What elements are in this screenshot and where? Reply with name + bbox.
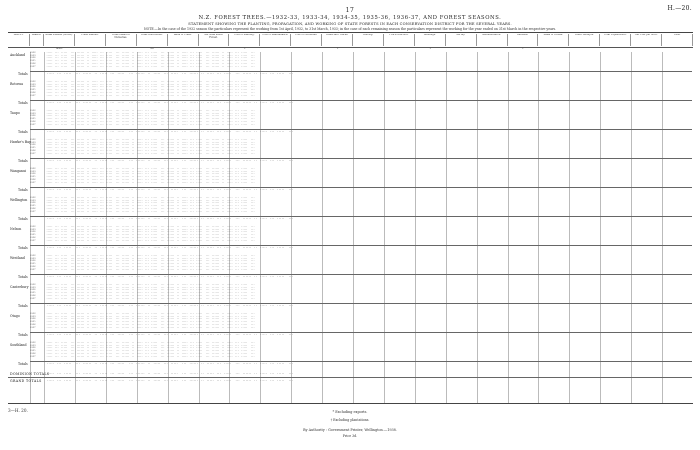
column-header: Administration. [477,34,508,46]
column-unit: No. [150,47,155,50]
season-year: 1936 [30,351,36,355]
season-year: 1937 [30,325,36,329]
printer-imprint: By Authority : Government Printer, Wellington.—1938. [303,428,397,432]
season-year: 1935 [30,175,36,179]
district-name: Wellington [10,198,28,202]
season-years [30,342,42,358]
season-year: 1937 [30,93,36,97]
season-year: 1933 [30,169,36,173]
district-figures: ····· ··· ····· ··· ······ ·· ····· ··· ····· ··· ······ ·· ····· ··· ····· ··· ······ ·· ····· ··· ····· ··· ······ ·· ····· ··· ····· ··· ····· ··· ····· ··· ······ ·· ····· ··· ····· ··· ······ ·· ····· ··· ····· ··· ······ ·· ····· ··· ····· ··· ······ ·· ····· ··· ····· ··· ····· ··· ····· ··· ······ ·· ····· ··· ····· ··· ······ ·· ····· ··· ····· ··· ······ ·· ····· ··· ····· ··· ······ ·· ····· ··· ····· ··· ····· ··· ····· ··· ······ ·· ····· ··· ····· ··· ······ ·· ····· ··· ····· ··· ······ ·· ····· ··· ····· ··· ······ ·· ····· ··· ····· ··· ····· ··· ····· ··· ······ ·· ····· ··· ····· ··· ······ ·· ····· ··· ····· ··· ······ ·· ····· ··· ····· ··· ······ ·· ····· ··· ····· ··· ····· ··· ····· ··· ······ ·· ····· ··· ····· ··· ······ ·· ····· ··· ····· ··· ······ ·· ····· ··· ····· ··· ······ ·· ····· ··· ····· ··· [46,342,255,358]
district-totals-label: Totals [18,159,28,163]
page-number: 17 [345,7,355,14]
season-year: 1937 [30,354,36,358]
column-header: Season. [30,34,44,46]
column-header: District. [8,34,30,46]
column-header: Survey. [446,34,477,46]
season-year: 1937 [30,122,36,126]
grand-totals-figures: ····· ··· ····· ··· ······ ·· ····· ··· ····· ··· ······ ·· ····· ··· ····· ··· ······ ·· ····· ··· ····· ··· ······ ·· ····· ··· ····· ··· [44,379,296,382]
district-totals-figures: ····· ··· ····· ··· ······ ·· ····· ··· ····· ··· ······ ·· ····· ··· ····· ··· ······ ·· ····· ··· ····· ··· ······ ·· ····· ··· ····· ··· [44,159,296,162]
season-year: 1933 [30,111,36,115]
district-name: Auckland [10,53,26,57]
season-year: 1932 [30,341,36,344]
season-year: 1934 [30,143,36,147]
district-totals-label: Totals [18,333,28,337]
district-totals-figures: ····· ··· ····· ··· ······ ·· ····· ··· ····· ··· ······ ·· ····· ··· ····· ··· ······ ·· ····· ··· ····· ··· ······ ·· ····· ··· ····· ··· [44,101,296,104]
district-totals-figures: ····· ··· ····· ··· ······ ·· ····· ··· ····· ··· ······ ·· ····· ··· ····· ··· ······ ·· ····· ··· ····· ··· ······ ·· ····· ··· ····· ··· [44,362,296,365]
district-figures: ····· ··· ····· ··· ······ ·· ····· ··· ····· ··· ······ ·· ····· ··· ····· ··· ······ ·· ····· ··· ····· ··· ······ ·· ····· ··· ····· ··· ····· ··· ····· ··· ······ ·· ····· ··· ····· ··· ······ ·· ····· ··· ····· ··· ······ ·· ····· ··· ····· ··· ······ ·· ····· ··· ····· ··· ····· ··· ····· ··· ······ ·· ····· ··· ····· ··· ······ ·· ····· ··· ····· ··· ······ ·· ····· ··· ····· ··· ······ ·· ····· ··· ····· ··· ····· ··· ····· ··· ······ ·· ····· ··· ····· ··· ······ ·· ····· ··· ····· ··· ······ ·· ····· ··· ····· ··· ······ ·· ····· ··· ····· ··· ····· ··· ····· ··· ······ ·· ····· ··· ····· ··· ······ ·· ····· ··· ····· ··· ······ ·· ····· ··· ····· ··· ······ ·· ····· ··· ····· ··· ····· ··· ····· ··· ······ ·· ····· ··· ····· ··· ······ ·· ····· ··· ····· ··· ······ ·· ····· ··· ····· ··· ······ ·· ····· ··· ····· ··· [46,110,255,126]
season-year: 1933 [30,227,36,231]
season-year: 1933 [30,314,36,318]
document-subtitle: STATEMENT SHOWING THE PLANTING, PROPAGATION, AND WORKING OF STATE FORESTS IN EACH CONSERVATION DISTRICT FOR THE SEVERAL YEARS. [188,22,512,26]
season-years [30,284,42,300]
season-year: 1936 [30,148,36,152]
season-year: 1935 [30,146,36,150]
district-name: Canterbury [10,285,29,289]
column-header: Trees Planted. [75,34,106,46]
season-year: 1933 [30,53,36,57]
season-years [30,139,42,155]
season-year: 1937 [30,238,36,242]
column-header: Total. [662,34,693,46]
column-header: Fire Protection. [384,34,415,46]
season-years [30,110,42,126]
season-year: 1937 [30,151,36,155]
district-totals-label: Totals [18,246,28,250]
season-years [30,226,42,242]
column-header: Cost of Maintenance. [260,34,291,46]
document-note: NOTE.—In the case of the 1932 season the particulars represent the working from 1st April, 1932, to 31st March, 1933; in the case of each remaining season the particulars represent the working for the year ended on 31st March in the respective years. [143,27,557,31]
column-unit: £ [244,47,246,50]
price-note: Price 3d. [342,434,358,438]
district-figures: ····· ··· ····· ··· ······ ·· ····· ··· ····· ··· ······ ·· ····· ··· ····· ··· ······ ·· ····· ··· ····· ··· ······ ·· ····· ··· ····· ··· ····· ··· ····· ··· ······ ·· ····· ··· ····· ··· ······ ·· ····· ··· ····· ··· ······ ·· ····· ··· ····· ··· ······ ·· ····· ··· ····· ··· ····· ··· ····· ··· ······ ·· ····· ··· ····· ··· ······ ·· ····· ··· ····· ··· ······ ·· ····· ··· ····· ··· ······ ·· ····· ··· ····· ··· ····· ··· ····· ··· ······ ·· ····· ··· ····· ··· ······ ·· ····· ··· ····· ··· ······ ·· ····· ··· ····· ··· ······ ·· ····· ··· ····· ··· ····· ··· ····· ··· ······ ·· ····· ··· ····· ··· ······ ·· ····· ··· ····· ··· ······ ·· ····· ··· ····· ··· ······ ·· ····· ··· ····· ··· ····· ··· ····· ··· ······ ·· ····· ··· ····· ··· ······ ·· ····· ··· ····· ··· ······ ·· ····· ··· ····· ··· ······ ·· ····· ··· ····· ··· [46,284,255,300]
district-totals-figures: ····· ··· ····· ··· ······ ·· ····· ··· ····· ··· ······ ·· ····· ··· ····· ··· ······ ·· ····· ··· ····· ··· ······ ·· ····· ··· ····· ··· [44,72,296,75]
column-header: Buildings. [415,34,446,46]
district-figures: ····· ··· ····· ··· ······ ·· ····· ··· ····· ··· ······ ·· ····· ··· ····· ··· ······ ·· ····· ··· ····· ··· ······ ·· ····· ··· ····· ··· ····· ··· ····· ··· ······ ·· ····· ··· ····· ··· ······ ·· ····· ··· ····· ··· ······ ·· ····· ··· ····· ··· ······ ·· ····· ··· ····· ··· ····· ··· ····· ··· ······ ·· ····· ··· ····· ··· ······ ·· ····· ··· ····· ··· ······ ·· ····· ··· ····· ··· ······ ·· ····· ··· ····· ··· ····· ··· ····· ··· ······ ·· ····· ··· ····· ··· ······ ·· ····· ··· ····· ··· ······ ·· ····· ··· ····· ··· ······ ·· ····· ··· ····· ··· ····· ··· ····· ··· ······ ·· ····· ··· ····· ··· ······ ·· ····· ··· ····· ··· ······ ·· ····· ··· ····· ··· ······ ·· ····· ··· ····· ··· ····· ··· ····· ··· ······ ·· ····· ··· ····· ··· ······ ·· ····· ··· ····· ··· ······ ·· ····· ··· ····· ··· ······ ·· ····· ··· ····· ··· [46,226,255,242]
column-header: Cost of Planting. [229,34,260,46]
season-year: 1937 [30,180,36,184]
district-name: Westland [10,256,25,260]
season-year: 1936 [30,61,36,65]
column-header: Trees raised in Nurseries. [106,34,137,46]
district-totals-figures: ····· ··· ····· ··· ······ ·· ····· ··· ····· ··· ······ ·· ····· ··· ····· ··· ······ ·· ····· ··· ····· ··· ······ ·· ····· ··· ····· ··· [44,333,296,336]
season-year: 1933 [30,285,36,289]
column-unit: Acres. [55,47,63,50]
district-totals-label: Totals [18,362,28,366]
season-year: 1935 [30,117,36,121]
season-year: 1934 [30,85,36,89]
statistics-table [8,32,693,404]
column-header: Sales of Timber. [538,34,569,46]
district-figures: ····· ··· ····· ··· ······ ·· ····· ··· ····· ··· ······ ·· ····· ··· ····· ··· ······ ·· ····· ··· ····· ··· ······ ·· ····· ··· ····· ··· ····· ··· ····· ··· ······ ·· ····· ··· ····· ··· ······ ·· ····· ··· ····· ··· ······ ·· ····· ··· ····· ··· ······ ·· ····· ··· ····· ··· ····· ··· ····· ··· ······ ·· ····· ··· ····· ··· ······ ·· ····· ··· ····· ··· ······ ·· ····· ··· ····· ··· ······ ·· ····· ··· ····· ··· ····· ··· ····· ··· ······ ·· ····· ··· ····· ··· ······ ·· ····· ··· ····· ··· ······ ·· ····· ··· ····· ··· ······ ·· ····· ··· ····· ··· ····· ··· ····· ··· ······ ·· ····· ··· ····· ··· ······ ·· ····· ··· ····· ··· ······ ·· ····· ··· ····· ··· ······ ·· ····· ··· ····· ··· ····· ··· ····· ··· ······ ·· ····· ··· ····· ··· ······ ·· ····· ··· ····· ··· ······ ·· ····· ··· ····· ··· ······ ·· ····· ··· ····· ··· [46,255,255,271]
season-year: 1936 [30,119,36,123]
season-year: 1935 [30,262,36,266]
footnote: * Excluding exports. [332,410,368,414]
season-year: 1936 [30,206,36,210]
season-years [30,197,42,213]
season-year: 1935 [30,204,36,208]
table-header [8,33,693,48]
column-header: Net Cost per Acre. [631,34,662,46]
season-year: 1936 [30,235,36,239]
district-totals-figures: ····· ··· ····· ··· ······ ·· ····· ··· ····· ··· ······ ·· ····· ··· ····· ··· ······ ·· ····· ··· ····· ··· ······ ·· ····· ··· ····· ··· [44,275,296,278]
season-year: 1935 [30,88,36,92]
season-year: 1937 [30,296,36,300]
column-header: Other Receipts. [569,34,600,46]
dominion-totals-label: DOMINION TOTALS [10,372,50,376]
column-unit: £ [522,47,524,50]
season-year: 1935 [30,59,36,63]
season-year: 1932 [30,80,36,83]
season-year: 1936 [30,322,36,326]
column-unit: £ [336,47,339,50]
season-year: 1932 [30,138,36,141]
column-header: Net Area under Forest. [199,34,230,46]
dominion-totals-figures: ····· ··· ····· ··· ······ ·· ····· ··· ····· ··· ······ ·· ····· ··· ····· ··· ······ ·· ····· ··· ····· ··· ······ ·· ····· ··· ····· ··· [44,372,296,375]
district-totals-label: Totals [18,130,28,134]
season-year: 1935 [30,291,36,295]
table-body [8,52,693,403]
season-year: 1935 [30,320,36,324]
season-year: 1932 [30,254,36,257]
district-name: Southland [10,343,27,347]
season-year: 1933 [30,343,36,347]
season-year: 1934 [30,201,36,205]
season-year: 1932 [30,167,36,170]
season-year: 1934 [30,259,36,263]
district-totals-label: Totals [18,72,28,76]
column-header: Revenue. [508,34,539,46]
season-year: 1937 [30,64,36,68]
district-totals-figures: ····· ··· ····· ··· ······ ·· ····· ··· ····· ··· ······ ·· ····· ··· ····· ··· ······ ·· ····· ··· ····· ··· ······ ·· ····· ··· ····· ··· [44,217,296,220]
season-year: 1932 [30,109,36,112]
season-year: 1932 [30,196,36,199]
season-years [30,313,42,329]
district-figures: ····· ··· ····· ··· ······ ·· ····· ··· ····· ··· ······ ·· ····· ··· ····· ··· ······ ·· ····· ··· ····· ··· ······ ·· ····· ··· ····· ··· ····· ··· ····· ··· ······ ·· ····· ··· ····· ··· ······ ·· ····· ··· ····· ··· ······ ·· ····· ··· ····· ··· ······ ·· ····· ··· ····· ··· ····· ··· ····· ··· ······ ·· ····· ··· ····· ··· ······ ·· ····· ··· ····· ··· ······ ·· ····· ··· ····· ··· ······ ·· ····· ··· ····· ··· ····· ··· ····· ··· ······ ·· ····· ··· ····· ··· ······ ·· ····· ··· ····· ··· ······ ·· ····· ··· ····· ··· ······ ·· ····· ··· ····· ··· ····· ··· ····· ··· ······ ·· ····· ··· ····· ··· ······ ·· ····· ··· ····· ··· ······ ·· ····· ··· ····· ··· ······ ·· ····· ··· ····· ··· ····· ··· ····· ··· ······ ·· ····· ··· ····· ··· ······ ·· ····· ··· ····· ··· ······ ·· ····· ··· ····· ··· ······ ·· ····· ··· ····· ··· [46,52,255,68]
footnote-secondary: † Excluding plantations. [330,418,370,422]
season-year: 1937 [30,209,36,213]
season-year: 1935 [30,349,36,353]
district-name: Nelson [10,227,22,231]
district-totals-figures: ····· ··· ····· ··· ······ ·· ····· ··· ····· ··· ······ ·· ····· ··· ····· ··· ······ ·· ····· ··· ····· ··· ······ ·· ····· ··· ····· ··· [44,304,296,307]
district-totals-figures: ····· ··· ····· ··· ······ ·· ····· ··· ····· ··· ······ ·· ····· ··· ····· ··· ······ ·· ····· ··· ····· ··· ······ ·· ····· ··· ····· ··· [44,246,296,249]
district-totals-label: Totals [18,304,28,308]
district-totals-figures: ····· ··· ····· ··· ······ ·· ····· ··· ····· ··· ······ ·· ····· ··· ····· ··· ······ ·· ····· ··· ····· ··· ······ ·· ····· ··· ····· ··· [44,188,296,191]
season-year: 1934 [30,114,36,118]
season-year: 1932 [30,312,36,315]
district-figures: ····· ··· ····· ··· ······ ·· ····· ··· ····· ··· ······ ·· ····· ··· ····· ··· ······ ·· ····· ··· ····· ··· ······ ·· ····· ··· ····· ··· ····· ··· ····· ··· ······ ·· ····· ··· ····· ··· ······ ·· ····· ··· ····· ··· ······ ·· ····· ··· ····· ··· ······ ·· ····· ··· ····· ··· ····· ··· ····· ··· ······ ·· ····· ··· ····· ··· ······ ·· ····· ··· ····· ··· ······ ·· ····· ··· ····· ··· ······ ·· ····· ··· ····· ··· ····· ··· ····· ··· ······ ·· ····· ··· ····· ··· ······ ·· ····· ··· ····· ··· ······ ·· ····· ··· ····· ··· ······ ·· ····· ··· ····· ··· ····· ··· ····· ··· ······ ·· ····· ··· ····· ··· ······ ·· ····· ··· ····· ··· ······ ·· ····· ··· ····· ··· ······ ·· ····· ··· ····· ··· ····· ··· ····· ··· ······ ·· ····· ··· ····· ··· ······ ·· ····· ··· ····· ··· ······ ·· ····· ··· ····· ··· ······ ·· ····· ··· ····· ··· [46,81,255,97]
season-year: 1932 [30,51,36,54]
district-name: Wanganui [10,169,27,173]
page-reference: H.—20. [667,5,692,12]
district-totals-label: Totals [18,188,28,192]
district-figures: ····· ··· ····· ··· ······ ·· ····· ··· ····· ··· ······ ·· ····· ··· ····· ··· ······ ·· ····· ··· ····· ··· ······ ·· ····· ··· ····· ··· ····· ··· ····· ··· ······ ·· ····· ··· ····· ··· ······ ·· ····· ··· ····· ··· ······ ·· ····· ··· ····· ··· ······ ·· ····· ··· ····· ··· ····· ··· ····· ··· ······ ·· ····· ··· ····· ··· ······ ·· ····· ··· ····· ··· ······ ·· ····· ··· ····· ··· ······ ·· ····· ··· ····· ··· ····· ··· ····· ··· ······ ·· ····· ··· ····· ··· ······ ·· ····· ··· ····· ··· ······ ·· ····· ··· ····· ··· ······ ·· ····· ··· ····· ··· ····· ··· ····· ··· ······ ·· ····· ··· ····· ··· ······ ·· ····· ··· ····· ··· ······ ·· ····· ··· ····· ··· ······ ·· ····· ··· ····· ··· ····· ··· ····· ··· ······ ·· ····· ··· ····· ··· ······ ·· ····· ··· ····· ··· ······ ·· ····· ··· ····· ··· ······ ·· ····· ··· ····· ··· [46,313,255,329]
season-year: 1934 [30,172,36,176]
season-year: 1936 [30,177,36,181]
season-year: 1936 [30,293,36,297]
district-name: Taupo [10,111,20,115]
season-year: 1934 [30,346,36,350]
season-years [30,255,42,271]
column-header: Cost of Nurseries. [291,34,322,46]
district-name: Rotorua [10,82,23,86]
column-header: Fencing. [353,34,384,46]
season-year: 1934 [30,317,36,321]
column-header: Total Expenditure. [600,34,631,46]
season-year: 1934 [30,230,36,234]
grand-totals-label: GRAND TOTALS [10,379,42,383]
season-year: 1934 [30,56,36,60]
column-header: Value of Trees. [168,34,199,46]
column-header: Roads and Tracks. [322,34,353,46]
district-totals-label: Totals [18,275,28,279]
season-year: 1932 [30,225,36,228]
grand-totals-rule [8,377,692,378]
season-year: 1932 [30,283,36,286]
season-year: 1933 [30,82,36,86]
district-totals-label: Totals [18,101,28,105]
district-totals-label: Totals [18,217,28,221]
season-years [30,168,42,184]
district-figures: ····· ··· ····· ··· ······ ·· ····· ··· ····· ··· ······ ·· ····· ··· ····· ··· ······ ·· ····· ··· ····· ··· ······ ·· ····· ··· ····· ··· ····· ··· ····· ··· ······ ·· ····· ··· ····· ··· ······ ·· ····· ··· ····· ··· ······ ·· ····· ··· ····· ··· ······ ·· ····· ··· ····· ··· ····· ··· ····· ··· ······ ·· ····· ··· ····· ··· ······ ·· ····· ··· ····· ··· ······ ·· ····· ··· ····· ··· ······ ·· ····· ··· ····· ··· ····· ··· ····· ··· ······ ·· ····· ··· ····· ··· ······ ·· ····· ··· ····· ··· ······ ·· ····· ··· ····· ··· ······ ·· ····· ··· ····· ··· ····· ··· ····· ··· ······ ·· ····· ··· ····· ··· ······ ·· ····· ··· ····· ··· ······ ·· ····· ··· ····· ··· ······ ·· ····· ··· ····· ··· ····· ··· ····· ··· ······ ·· ····· ··· ····· ··· ······ ·· ····· ··· ····· ··· ······ ·· ····· ··· ····· ··· ······ ·· ····· ··· ····· ··· [46,197,255,213]
column-header: Trees Distributed. [137,34,168,46]
season-year: 1936 [30,264,36,268]
season-years [30,81,42,97]
season-year: 1933 [30,140,36,144]
season-years [30,52,42,68]
column-unit: £ [429,47,431,50]
season-year: 1933 [30,256,36,260]
season-year: 1937 [30,267,36,271]
corner-reference: 3—H. 20. [8,408,28,413]
season-year: 1933 [30,198,36,202]
district-figures: ····· ··· ····· ··· ······ ·· ····· ··· ····· ··· ······ ·· ····· ··· ····· ··· ······ ·· ····· ··· ····· ··· ······ ·· ····· ··· ····· ··· ····· ··· ····· ··· ······ ·· ····· ··· ····· ··· ······ ·· ····· ··· ····· ··· ······ ·· ····· ··· ····· ··· ······ ·· ····· ··· ····· ··· ····· ··· ····· ··· ······ ·· ····· ··· ····· ··· ······ ·· ····· ··· ····· ··· ······ ·· ····· ··· ····· ··· ······ ·· ····· ··· ····· ··· ····· ··· ····· ··· ······ ·· ····· ··· ····· ··· ······ ·· ····· ··· ····· ··· ······ ·· ····· ··· ····· ··· ······ ·· ····· ··· ····· ··· ····· ··· ····· ··· ······ ·· ····· ··· ····· ··· ······ ·· ····· ··· ····· ··· ······ ·· ····· ··· ····· ··· ······ ·· ····· ··· ····· ··· ····· ··· ····· ··· ······ ·· ····· ··· ····· ··· ······ ·· ····· ··· ····· ··· ······ ·· ····· ··· ····· ··· ······ ·· ····· ··· ····· ··· [46,168,255,184]
column-header: Areas Planted (Acres). [44,34,75,46]
season-year: 1935 [30,233,36,237]
season-year: 1936 [30,90,36,94]
district-name: Hawke's Bay [10,140,31,144]
document-title: N.Z. FOREST TREES.—1932-33, 1933-34, 1934-35, 1935-36, 1936-37, AND FOREST SEASONS. [198,15,502,21]
season-year: 1934 [30,288,36,292]
district-figures: ····· ··· ····· ··· ······ ·· ····· ··· ····· ··· ······ ·· ····· ··· ····· ··· ······ ·· ····· ··· ····· ··· ······ ·· ····· ··· ····· ··· ····· ··· ····· ··· ······ ·· ····· ··· ····· ··· ······ ·· ····· ··· ····· ··· ······ ·· ····· ··· ····· ··· ······ ·· ····· ··· ····· ··· ····· ··· ····· ··· ······ ·· ····· ··· ····· ··· ······ ·· ····· ··· ····· ··· ······ ·· ····· ··· ····· ··· ······ ·· ····· ··· ····· ··· ····· ··· ····· ··· ······ ·· ····· ··· ····· ··· ······ ·· ····· ··· ····· ··· ······ ·· ····· ··· ····· ··· ······ ·· ····· ··· ····· ··· ····· ··· ····· ··· ······ ·· ····· ··· ····· ··· ······ ·· ····· ··· ····· ··· ······ ·· ····· ··· ····· ··· ······ ·· ····· ··· ····· ··· ····· ··· ····· ··· ······ ·· ····· ··· ····· ··· ······ ·· ····· ··· ····· ··· ······ ·· ····· ··· ····· ··· ······ ·· ····· ··· ····· ··· [46,139,255,155]
district-totals-figures: ····· ··· ····· ··· ······ ·· ····· ··· ····· ··· ······ ·· ····· ··· ····· ··· ······ ·· ····· ··· ····· ··· ······ ·· ····· ··· ····· ··· [44,130,296,133]
district-name: Otago [10,314,20,318]
